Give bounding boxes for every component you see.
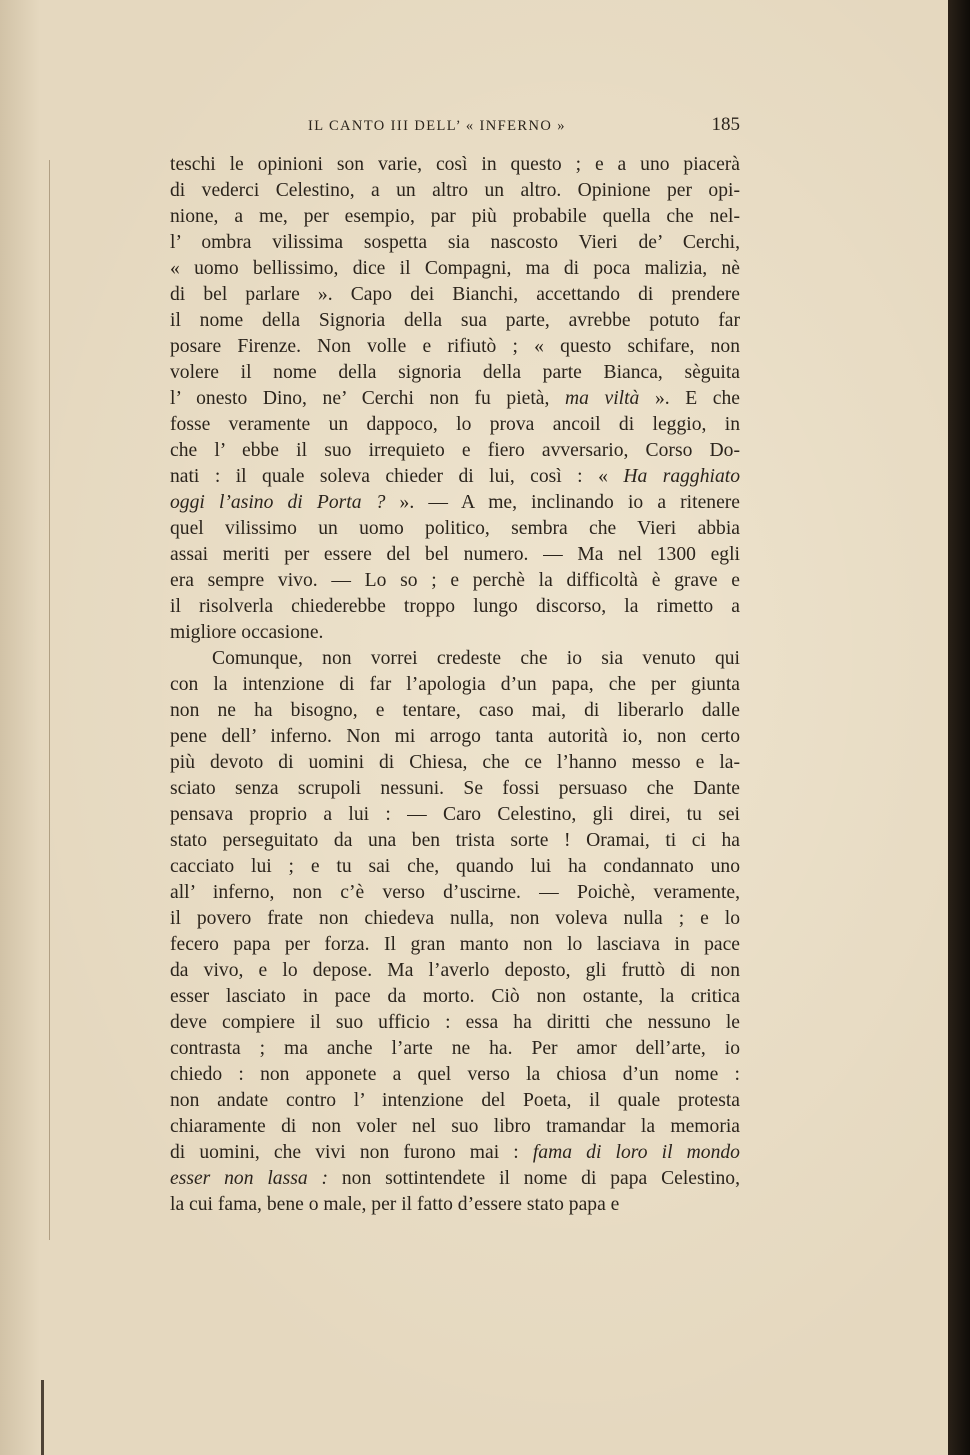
text-line: il nome della Signoria della sua parte, avrebbe potuto far bbox=[170, 310, 740, 331]
text-line: posare Firenze. Non volle e rifiutò ; « questo schifare, non bbox=[170, 336, 740, 357]
text-line: era sempre vivo. — Lo so ; e perchè la difficoltà è grave e bbox=[170, 570, 740, 591]
italic-phrase: ma viltà bbox=[564, 388, 640, 409]
text-line: all’ inferno, non c’è verso d’uscirne. — Poichè, veramente, bbox=[170, 882, 740, 903]
text-line: migliore occasione. bbox=[170, 622, 324, 643]
text-line: di vederci Celestino, a un altro un altro. Opinione per opi- bbox=[170, 180, 740, 201]
text-line: che l’ ebbe il suo irrequieto e fiero avversario, Corso Do- bbox=[170, 440, 740, 461]
italic-phrase: esser non lassa : bbox=[170, 1168, 329, 1189]
text-line: il risolverla chiederebbe troppo lungo discorso, la rimetto a bbox=[170, 596, 740, 617]
text-line: la cui fama, bene o male, per il fatto d’essere stato papa e bbox=[170, 1194, 620, 1215]
text-segment: ». — A me, inclinando io a ritenere bbox=[385, 492, 740, 513]
text-line: cacciato lui ; e tu sai che, quando lui ha condannato uno bbox=[170, 856, 740, 877]
text-line: contrasta ; ma anche l’arte ne ha. Per amor dell’arte, io bbox=[170, 1038, 740, 1059]
text-line: pene dell’ inferno. Non mi arrogo tanta autorità io, non certo bbox=[170, 726, 740, 747]
text-line bbox=[170, 490, 740, 516]
text-line: fosse veramente un dappoco, lo prova ancoil di leggio, in bbox=[170, 414, 740, 435]
italic-phrase: oggi l’asino di Porta ? bbox=[170, 492, 386, 513]
italic-phrase: Ha ragghiato bbox=[623, 466, 740, 487]
page-edge-shadow bbox=[948, 0, 970, 1455]
text-line: da vivo, e lo depose. Ma l’averlo deposto, gli fruttò di non bbox=[170, 960, 740, 981]
text-line: con la intenzione di far l’apologia d’un papa, che per giunta bbox=[170, 674, 740, 695]
binding-shadow-line bbox=[49, 160, 50, 1240]
page-number: 185 bbox=[711, 114, 740, 135]
text-line: quel vilissimo un uomo politico, sembra che Vieri abbia bbox=[170, 518, 740, 539]
italic-phrase: fama di loro il mondo bbox=[532, 1142, 740, 1163]
text-line: deve compiere il suo ufficio : essa ha diritti che nessuno le bbox=[170, 1012, 740, 1033]
page-header bbox=[170, 114, 740, 140]
text-line: nione, a me, per esempio, par più probabile quella che nel- bbox=[170, 206, 740, 227]
text-segment: nati : il quale soleva chieder di lui, così : « bbox=[170, 466, 624, 487]
text-line: pensava proprio a lui : — Caro Celestino, gli direi, tu sei bbox=[170, 804, 740, 825]
text-line: fecero papa per forza. Il gran manto non lo lasciava in pace bbox=[170, 934, 740, 955]
text-line: chiaramente di non voler nel suo libro tramandar la memoria bbox=[170, 1116, 740, 1137]
text-segment: di uomini, che vivi non furono mai : bbox=[170, 1142, 533, 1163]
text-line: il povero frate non chiedeva nulla, non voleva nulla ; e lo bbox=[170, 908, 740, 929]
text-line: stato perseguitato da una ben trista sorte ! Oramai, ti ci ha bbox=[170, 830, 740, 851]
running-title: IL CANTO III DELL’ « INFERNO » bbox=[308, 118, 566, 134]
text-segment: ». E che bbox=[639, 388, 740, 409]
text-line bbox=[170, 464, 740, 490]
text-line bbox=[170, 1166, 740, 1192]
text-line: più devoto di uomini di Chiesa, che ce l’hanno messo e la- bbox=[170, 752, 740, 773]
text-line: non ne ha bisogno, e tentare, caso mai, di liberarlo dalle bbox=[170, 700, 740, 721]
text-line bbox=[170, 386, 740, 412]
text-line: di bel parlare ». Capo dei Bianchi, accettando di prendere bbox=[170, 284, 740, 305]
text-segment: l’ onesto Dino, ne’ Cerchi non fu pietà, bbox=[170, 388, 565, 409]
text-segment: non sottintendete il nome di papa Celestino, bbox=[328, 1168, 741, 1189]
text-line: esser lasciato in pace da morto. Ciò non ostante, la critica bbox=[170, 986, 740, 1007]
text-line: Comunque, non vorrei credeste che io sia venuto qui bbox=[212, 648, 740, 669]
text-line: volere il nome della signoria della parte Bianca, sèguita bbox=[170, 362, 740, 383]
text-line bbox=[170, 1140, 740, 1166]
binding-edge-mark bbox=[41, 1380, 44, 1455]
text-line: assai meriti per essere del bel numero. — Ma nel 1300 egli bbox=[170, 544, 740, 565]
text-line: teschi le opinioni son varie, così in questo ; e a uno piacerà bbox=[170, 154, 740, 175]
text-line: non andate contro l’ intenzione del Poeta, il quale protesta bbox=[170, 1090, 740, 1111]
text-line: sciato senza scrupoli nessuni. Se fossi persuaso che Dante bbox=[170, 778, 740, 799]
text-line: « uomo bellissimo, dice il Compagni, ma di poca malizia, nè bbox=[170, 258, 740, 279]
body-text bbox=[170, 152, 740, 1218]
text-line: l’ ombra vilissima sospetta sia nascosto Vieri de’ Cerchi, bbox=[170, 232, 740, 253]
text-line: chiedo : non apponete a quel verso la chiosa d’un nome : bbox=[170, 1064, 740, 1085]
